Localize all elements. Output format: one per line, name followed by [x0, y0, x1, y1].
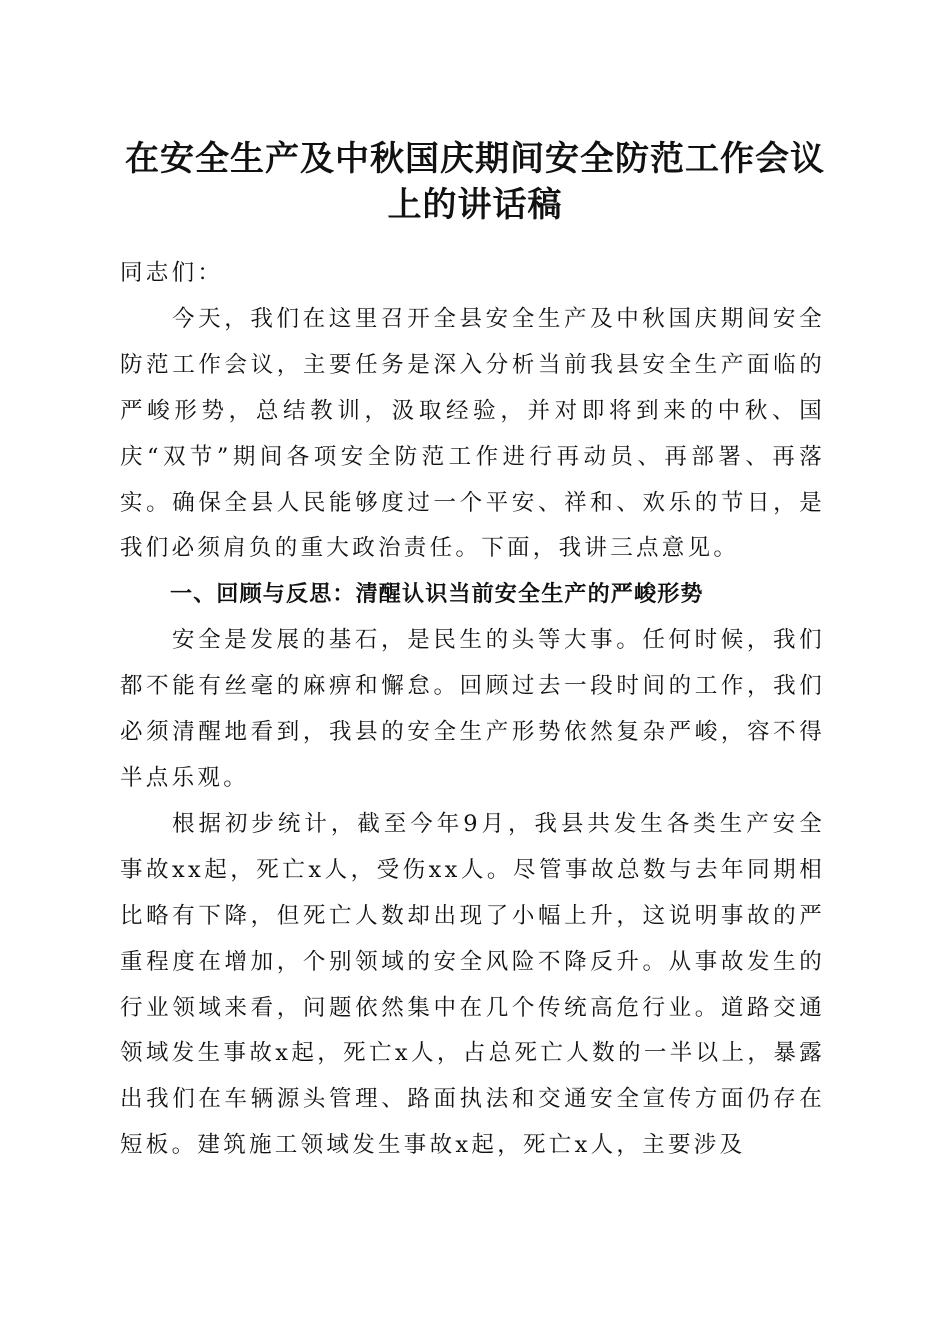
- salutation: 同志们：: [120, 260, 224, 286]
- document-body: [120, 251, 825, 1169]
- section-1-paragraph-2: 根据初步统计，截至今年9月，我县共发生各类生产安全事故xx起，死亡x人，受伤xx人。尽管事故总数与去年同期相比略有下降，但死亡人数却出现了小幅上升，这说明事故的严重程度在增加，个别领域的安全风险不降反升。从事故发生的行业领域来看，问题依然集中在几个传统高危行业。道路交通领域发生事故x起，死亡x人，占总死亡人数的一半以上，暴露出我们在车辆源头管理、路面执法和交通安全宣传方面仍存在短板。建筑施工领域发生事故x起，死亡x人，主要涉及: [120, 810, 825, 1159]
- intro-paragraph: 今天，我们在这里召开全县安全生产及中秋国庆期间安全防范工作会议，主要任务是深入分析当前我县安全生产面临的严峻形势，总结教训，汲取经验，并对即将到来的中秋、国庆“双节”期间各项安全防范工作进行再动员、再部署、再落实。确保全县人民能够度过一个平安、祥和、欢乐的节日，是我们必须肩负的重大政治责任。下面，我讲三点意见。: [120, 305, 825, 562]
- section-1-heading: 一、回顾与反思：清醒认识当前安全生产的严峻形势: [170, 582, 704, 608]
- document-title-line-1: 在安全生产及中秋国庆期间安全防范工作会议: [125, 139, 825, 179]
- section-1-paragraph-1: 安全是发展的基石，是民生的头等大事。任何时候，我们都不能有丝毫的麻痹和懈怠。回顾过去一段时间的工作，我们必须清醒地看到，我县的安全生产形势依然复杂严峻，容不得半点乐观。: [120, 627, 825, 791]
- document-title-line-2: 上的讲话稿: [387, 185, 563, 225]
